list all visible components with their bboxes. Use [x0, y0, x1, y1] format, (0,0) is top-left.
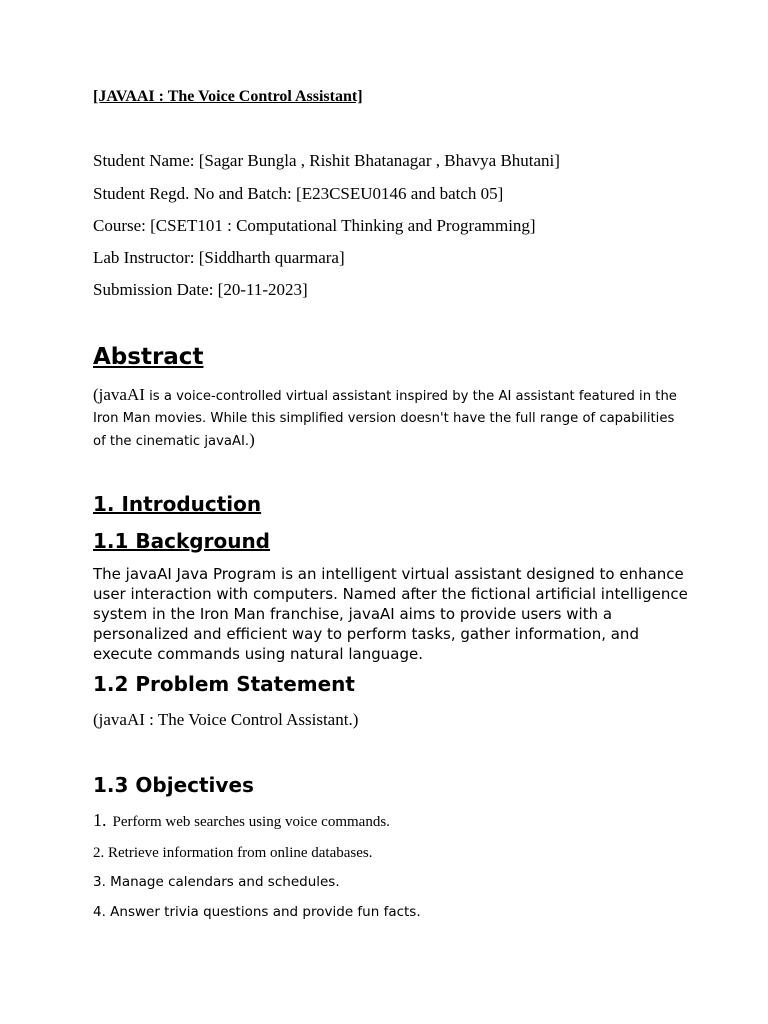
- student-regd-batch: Student Regd. No and Batch: [E23CSEU0146 and batch 05]: [93, 184, 504, 203]
- abstract-close: ): [249, 430, 255, 449]
- introduction-heading: 1. Introduction: [93, 492, 262, 516]
- objective-number: 1.: [93, 810, 107, 830]
- objective-text: Perform web searches using voice commands.: [112, 814, 390, 830]
- objectives-heading: 1.3 Objectives: [93, 773, 254, 797]
- abstract-heading: Abstract: [93, 344, 204, 370]
- abstract-text: [93, 384, 683, 453]
- submission-date: Submission Date: [20-11-2023]: [93, 280, 308, 299]
- abstract-open: (javaAI: [93, 385, 145, 404]
- course: Course: [CSET101 : Computational Thinking and Programming]: [93, 216, 536, 235]
- objective-item: 2. Retrieve information from online databases.: [93, 845, 373, 861]
- objective-item: [93, 810, 390, 831]
- background-heading: 1.1 Background: [93, 529, 271, 553]
- abstract-body: is a voice-controlled virtual assistant inspired by the AI assistant featured in the Iron Man movies. While this simplified version doesn't have the full range of capabilities of the cinematic javaAI.: [93, 389, 677, 449]
- objective-item: 3. Manage calendars and schedules.: [93, 874, 340, 890]
- lab-instructor: Lab Instructor: [Siddharth quarmara]: [93, 248, 345, 267]
- objective-item: 4. Answer trivia questions and provide fun facts.: [93, 904, 421, 920]
- background-text: The javaAI Java Program is an intelligent virtual assistant designed to enhance user interaction with computers. Named after the fictional artificial intelligence system in the Iron Man franchise, javaAI aims to provide users with a personalized and efficient way to perform tasks, gather information, and execute commands using natural language.: [93, 565, 688, 663]
- student-name: Student Name: [Sagar Bungla , Rishit Bhatanagar , Bhavya Bhutani]: [93, 151, 560, 170]
- problem-statement-text: (javaAI : The Voice Control Assistant.): [93, 710, 359, 729]
- problem-statement-heading: 1.2 Problem Statement: [93, 672, 355, 696]
- document-title: [JAVAAI : The Voice Control Assistant]: [93, 88, 363, 105]
